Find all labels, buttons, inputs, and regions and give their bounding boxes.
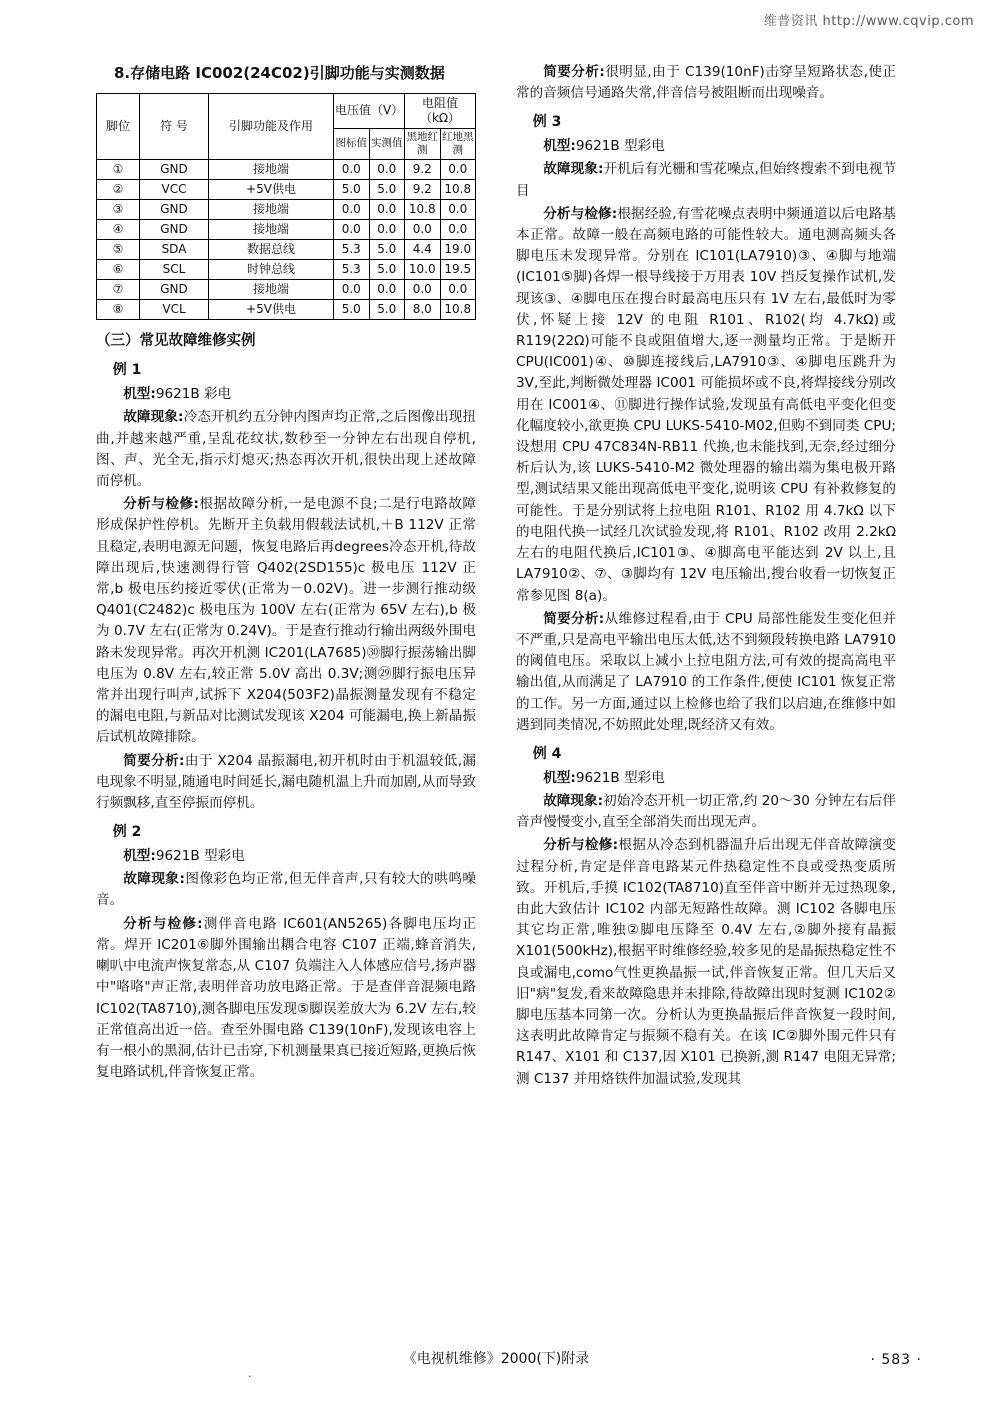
cell-symbol: GND bbox=[140, 219, 209, 239]
cell-r-red: 0.0 bbox=[440, 219, 476, 239]
header-symbol: 符 号 bbox=[140, 93, 209, 159]
case-3-analysis-value: 根据经验,有雪花噪点表明中频通道以后电路基本正常。故障一般在高频电路的可能性较大。通电测高频头各脚电压未发现异常。分别在 IC101(LA7910)③、④脚与地端(IC101⑤脚)各焊一根导线接于万用表 10V 挡反复操作试机,发现该③、④脚电压在搜台时最高电压只有 1V 左右,最低时为零伏,怀疑上接 12V 的电阻 R101、R102(均 4.7kΩ)或 R119(22Ω)可能不良或阻值增大,逐一测量均正常。于是断开 CPU(IC001)④、⑩脚连接线后,LA7910③、④脚电压跳升为 3V,至此,判断微处理器 IC001 可能损坏或不良,将焊接线分别改用在 IC001④、⑪脚进行操作试验,发现虽有高低电平变化但变化幅度较小,欲更换 CPU LUKS-5410-M02,但购不到同类 CPU;设想用 CPU 47C834N-RB11 代换,也未能找到,无奈,经过细分析后认为,该 LUKS-5410-M2 微处理器的输出端为集电极开路型,测试结果又能出现高低电平变化,说明该 CPU 有补救修复的可能性。于是分别试将上拉电阻 R101、R102 用 4.7kΩ 以下的电阻代换一试经几次试验发现,将 R101、R102 改用 2.2kΩ 左右的电阻代换后,IC101③、④脚高电平能达到 2V 以上,且 LA7910②、⑦、③脚均有 12V 电压输出,搜台收看一切恢复正常参见图 8(a)。 bbox=[516, 205, 897, 604]
table-row bbox=[97, 299, 476, 319]
section-title: 8.存储电路 IC002(24C02)引脚功能与实测数据 bbox=[114, 64, 445, 82]
cell-v-nominal: 0.0 bbox=[334, 279, 370, 299]
cell-v-nominal: 0.0 bbox=[334, 219, 370, 239]
table-row bbox=[97, 279, 476, 299]
case-1-symptom-label: 故障现象: bbox=[123, 409, 184, 426]
case-3-model-label: 机型: bbox=[543, 138, 576, 155]
cell-r-black: 9.2 bbox=[405, 159, 441, 179]
cell-r-black: 10.8 bbox=[405, 199, 441, 219]
case-1-brief bbox=[96, 751, 476, 815]
page-number: · 583 · bbox=[870, 1352, 922, 1368]
page-footer bbox=[0, 1348, 992, 1368]
cell-function: +5V供电 bbox=[209, 179, 334, 199]
header-pin: 脚位 bbox=[97, 93, 140, 159]
cell-v-measured: 0.0 bbox=[369, 219, 405, 239]
table-row bbox=[97, 219, 476, 239]
case-2-brief bbox=[516, 62, 896, 104]
case-2-model bbox=[96, 846, 476, 867]
case-2-brief-label: 简要分析: bbox=[543, 64, 605, 80]
cell-symbol: GND bbox=[140, 159, 209, 179]
cell-r-black: 9.2 bbox=[405, 179, 441, 199]
cell-v-nominal: 5.0 bbox=[334, 299, 370, 319]
case-2-brief-value: 很明显,由于 C139(10nF)击穿呈短路状态,使正常的音频信号通路失常,伴音信号被阻断而出现噪音。 bbox=[516, 64, 896, 102]
case-4-model-label: 机型: bbox=[543, 769, 576, 786]
cell-r-black: 0.0 bbox=[405, 219, 441, 239]
cell-function: 接地端 bbox=[209, 199, 334, 219]
case-3-symptom bbox=[516, 159, 896, 201]
cell-v-nominal: 0.0 bbox=[334, 159, 370, 179]
case-1-title: 例 1 bbox=[112, 362, 142, 379]
case-1-symptom-value: 冷态开机约五分钟内图声均正常,之后图像出现扭曲,并越来越严重,呈乱花纹状,数秒至一分钟左右出现自停机,图、声、光全无,指示灯熄灭;热态再次开机,很快出现上述故障而停机。 bbox=[96, 409, 476, 489]
cell-pin: ③ bbox=[97, 199, 140, 219]
page-columns bbox=[96, 62, 934, 1332]
case-1-brief-value: 由于 X204 晶振漏电,初开机时由于机温较低,漏电现象不明显,随通电时间延长,漏电随机温上升而加剧,从而导致行频飘移,直至停振而停机。 bbox=[96, 752, 476, 812]
case-3-symptom-value: 开机后有光栅和雪花噪点,但始终搜索不到电视节目 bbox=[516, 161, 896, 199]
cell-r-red: 0.0 bbox=[440, 199, 476, 219]
case-4-analysis-label: 分析与检修: bbox=[543, 837, 619, 854]
cell-r-red: 0.0 bbox=[440, 159, 476, 179]
cell-function: 接地端 bbox=[209, 279, 334, 299]
cell-r-black: 0.0 bbox=[405, 279, 441, 299]
case-4-analysis bbox=[516, 835, 896, 1089]
cell-symbol: GND bbox=[140, 199, 209, 219]
header-resistance-group: 电阻值（kΩ） bbox=[405, 93, 476, 128]
case-4-title: 例 4 bbox=[532, 745, 562, 762]
cell-v-measured: 5.0 bbox=[369, 179, 405, 199]
case-3-model bbox=[516, 136, 896, 157]
cell-r-red: 10.8 bbox=[440, 179, 476, 199]
cell-pin: ④ bbox=[97, 219, 140, 239]
case-2-analysis-label: 分析与检修: bbox=[123, 915, 203, 932]
right-column bbox=[516, 62, 896, 1332]
cell-symbol: VCC bbox=[140, 179, 209, 199]
cell-v-nominal: 0.0 bbox=[334, 199, 370, 219]
cell-pin: ⑥ bbox=[97, 259, 140, 279]
header-resistance-black: 黑地红测 bbox=[405, 128, 441, 159]
header-function: 引脚功能及作用 bbox=[209, 93, 334, 159]
cell-symbol: VCL bbox=[140, 299, 209, 319]
case-1-analysis-label: 分析与检修: bbox=[123, 496, 199, 513]
cell-pin: ① bbox=[97, 159, 140, 179]
cell-r-red: 10.8 bbox=[440, 299, 476, 319]
case-1-model bbox=[96, 384, 476, 405]
case-3-analysis-label: 分析与检修: bbox=[543, 205, 618, 222]
case-4-model-value: 9621B 型彩电 bbox=[575, 769, 665, 786]
case-1-symptom bbox=[96, 407, 476, 492]
cell-v-nominal: 5.3 bbox=[334, 259, 370, 279]
watermark: 维普资讯 http://www.cqvip.com bbox=[763, 14, 974, 29]
cell-pin: ⑦ bbox=[97, 279, 140, 299]
cell-symbol: SDA bbox=[140, 239, 209, 259]
case-2-symptom-value: 图像彩色均正常,但无伴音声,只有较大的哄鸣噪音。 bbox=[96, 871, 477, 909]
cell-function: 数据总线 bbox=[209, 239, 334, 259]
table-row bbox=[97, 179, 476, 199]
table-header-row-1 bbox=[97, 93, 476, 128]
case-1-analysis-value: 根据故障分析,一是电源不良;二是行电路故障形成保护性停机。先断开主负载用假载法试机,＋B 112V 正常且稳定,表明电源无问题，恢复电路后再degrees冷态开机,待故障出现后,快速测得行管 Q402(2SD155)c 极电压 112V 正常,b 极电压约接近零伏(正常为－0.02V)。进一步测行推动级 Q401(C2482)c 极电压为 100V 左右(正常为 65V 左右),b 极为 0.7V 左右(正常为 0.24V)。于是查行推动行输出两级外围电路未发现异常。再次开机测 IC201(LA7685)㉚脚行振荡输出脚电压为 0.8V 左右,较正常 5.0V 高出 0.3V;测㉙脚行振电压异常并出现行叫声,试拆下 X204(503F2)晶振测量发现有不稳定的漏电电阻,与新品对比测试发现该 X204 可能漏电,换上新晶振后试机故障排除。 bbox=[96, 496, 477, 746]
case-2-symptom bbox=[96, 869, 476, 911]
cell-function: 接地端 bbox=[209, 159, 334, 179]
case-4-analysis-value: 根据从冷态到机器温升后出现无伴音故障演变过程分析,肯定是伴音电路某元件热稳定性不良或受热变质所致。开机后,手摸 IC102(TA8710)直至伴音中断并无过热现象,由此大致估计 IC102 内部无短路性故障。测 IC102 各脚电压其它均正常,唯独②脚电压降至 0.4V 左右,②脚外接有晶振 X101(500kHz),根据平时维修经验,较多见的是晶振热稳定性不良或漏电,como气性更换晶振一试,伴音恢复正常。但几天后又旧"病"复发,看来故障隐患并未排除,待故障出现时复测 IC102②脚电压基本同第一次。分析认为更换晶振后伴音恢复一段时间,这表明此故障肯定与振频不稳有关。在该 IC②脚外围元件只有 R147、X101 和 C137,因 X101 已换新,测 R147 电阻无异常;测 C137 并用烙铁件加温试验,发现其 bbox=[516, 837, 897, 1087]
cell-function: 接地端 bbox=[209, 219, 334, 239]
case-3-title: 例 3 bbox=[532, 114, 562, 131]
cell-pin: ⑤ bbox=[97, 239, 140, 259]
case-2-symptom-label: 故障现象: bbox=[123, 871, 185, 888]
cell-v-measured: 0.0 bbox=[369, 159, 405, 179]
cell-function: +5V供电 bbox=[209, 299, 334, 319]
cell-v-nominal: 5.0 bbox=[334, 179, 370, 199]
cell-v-measured: 0.0 bbox=[369, 199, 405, 219]
table-row bbox=[97, 239, 476, 259]
case-4-model bbox=[516, 768, 896, 789]
subsection-title: （三）常见故障维修实例 bbox=[96, 332, 256, 349]
header-voltage-nominal: 图标值 bbox=[334, 128, 370, 159]
footer-mark: . bbox=[248, 1367, 252, 1380]
cell-v-nominal: 5.3 bbox=[334, 239, 370, 259]
pin-function-table bbox=[96, 93, 476, 320]
case-3-analysis bbox=[516, 204, 896, 607]
cell-v-measured: 0.0 bbox=[369, 279, 405, 299]
cell-r-black: 8.0 bbox=[405, 299, 441, 319]
case-3-model-value: 9621B 型彩电 bbox=[575, 138, 665, 155]
case-4-symptom-label: 故障现象: bbox=[543, 792, 604, 809]
header-voltage-measured: 实测值 bbox=[369, 128, 405, 159]
case-2-model-value: 9621B 型彩电 bbox=[155, 848, 245, 865]
table-row bbox=[97, 159, 476, 179]
header-resistance-red: 红地黑测 bbox=[440, 128, 476, 159]
header-voltage-group: 电压值（V） bbox=[334, 93, 405, 128]
case-3-symptom-label: 故障现象: bbox=[543, 161, 604, 178]
table-row bbox=[97, 199, 476, 219]
case-2-analysis bbox=[96, 914, 476, 1084]
cell-r-red: 19.5 bbox=[440, 259, 476, 279]
cell-symbol: GND bbox=[140, 279, 209, 299]
cell-pin: ⑧ bbox=[97, 299, 140, 319]
case-2-analysis-value: 测伴音电路 IC601(AN5265)各脚电压均正常。焊开 IC201⑥脚外围输出耦合电容 C107 正端,蜂音消失,喇叭中电流声恢复常态,从 C107 负端注入人体感应信号,扬声器中"咯咯"声正常,表明伴音功放电路正常。于是查伴音混频电路 IC102(TA8710),测各脚电压发现⑤脚误差放大为 6.2V 左右,较正常值高出近一倍。查至外围电路 C139(10nF),发现该电容上有一根小的黑洞,估计已击穿,下机测量果真已接近短路,更换后恢复电路试机,伴音恢复正常。 bbox=[96, 915, 476, 1081]
table-row bbox=[97, 259, 476, 279]
cell-v-measured: 5.0 bbox=[369, 299, 405, 319]
cell-pin: ② bbox=[97, 179, 140, 199]
footer-title: 《电视机维修》2000(下)附录 bbox=[402, 1351, 590, 1367]
left-column bbox=[96, 62, 476, 1332]
cell-r-black: 10.0 bbox=[405, 259, 441, 279]
cell-function: 时钟总线 bbox=[209, 259, 334, 279]
case-1-model-value: 9621B 彩电 bbox=[155, 386, 232, 403]
cell-r-red: 19.0 bbox=[440, 239, 476, 259]
case-2-title: 例 2 bbox=[112, 824, 142, 841]
case-3-brief-label: 简要分析: bbox=[543, 610, 605, 627]
case-4-symptom bbox=[516, 791, 896, 833]
cell-v-measured: 5.0 bbox=[369, 239, 405, 259]
cell-v-measured: 5.0 bbox=[369, 259, 405, 279]
cell-r-black: 4.4 bbox=[405, 239, 441, 259]
case-2-model-label: 机型: bbox=[123, 848, 156, 865]
cell-r-red: 0.0 bbox=[440, 279, 476, 299]
case-4-symptom-value: 初始冷态开机一切正常,约 20～30 分钟左右后伴音声慢慢变小,直至全部消失而出现无声。 bbox=[516, 792, 897, 831]
case-1-brief-label: 简要分析: bbox=[123, 752, 185, 769]
case-1-model-label: 机型: bbox=[123, 386, 156, 403]
case-1-analysis bbox=[96, 494, 476, 748]
case-3-brief bbox=[516, 609, 896, 736]
cell-symbol: SCL bbox=[140, 259, 209, 279]
case-3-brief-value: 从维修过程看,由于 CPU 局部性能发生变化但并不严重,只是高电平输出电压太低,达不到频段转换电路 LA7910 的阈值电压。采取以上减小上拉电阻方法,可有效的提高高电平输出值,从而满足了 LA7910 的工作条件,便使 IC101 恢复正常的工作。另一方面,通过以上检修也给了我们以启迪,在维修中如遇到同类情况,不妨照此处理,既经济又有效。 bbox=[516, 610, 896, 733]
